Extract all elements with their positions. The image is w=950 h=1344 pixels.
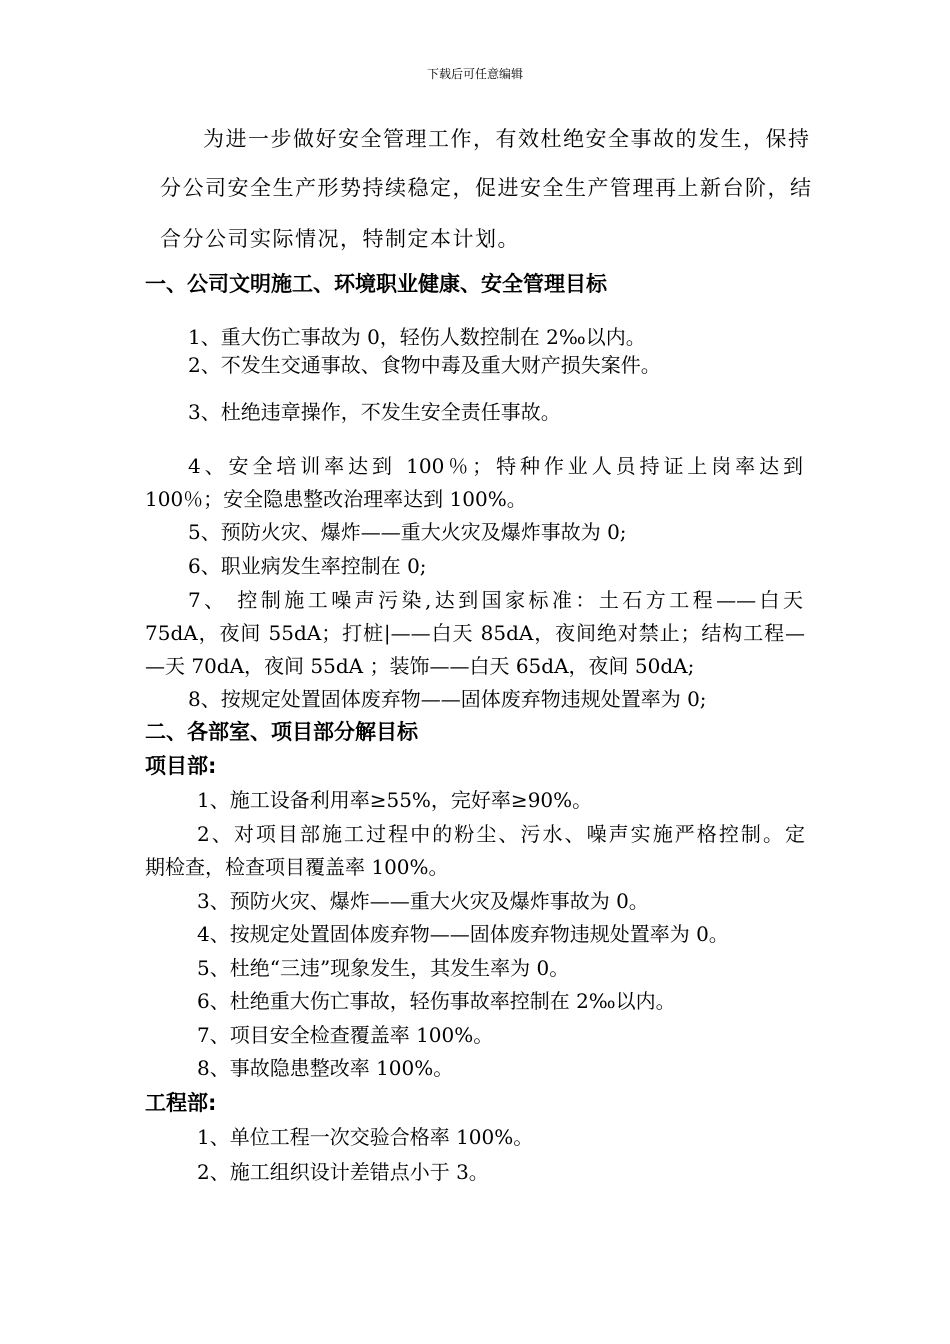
goal-line: 8、按规定处置固体废弃物——固体废弃物违规处置率为 0; <box>188 687 707 711</box>
goal-line: 1、单位工程一次交验合格率 100%。 <box>197 1125 534 1149</box>
goal-line: 100％；安全隐患整改治理率达到 100%。 <box>145 487 527 511</box>
goal-line: 8、事故隐患整改率 100%。 <box>197 1056 454 1080</box>
goal-line: 3、杜绝违章操作，不发生安全责任事故。 <box>188 400 561 424</box>
goal-line: 4、按规定处置固体废弃物——固体废弃物违规处置率为 0。 <box>197 922 729 946</box>
goal-line: 期检查，检查项目覆盖率 100%。 <box>145 855 449 879</box>
goal-line: 6、杜绝重大伤亡事故，轻伤事故率控制在 2‰以内。 <box>197 989 676 1013</box>
goal-line: 75dA，夜间 55dA；打桩|——白天 85dA，夜间绝对禁止；结构工程— <box>145 621 805 645</box>
page-header: 下载后可任意编辑 <box>426 67 523 81</box>
section-heading: 二、各部室、项目部分解目标 <box>145 720 418 744</box>
intro-line: 分公司安全生产形势持续稳定，促进安全生产管理再上新台阶，结 <box>160 176 813 200</box>
goal-line: 7、 控制施工噪声污染,达到国家标准：土石方工程——白天 <box>188 588 803 612</box>
goal-line: 7、项目安全检查覆盖率 100%。 <box>197 1023 494 1047</box>
goal-line: 1、重大伤亡事故为 0，轻伤人数控制在 2‰以内。 <box>188 325 646 349</box>
goal-line: 6、职业病发生率控制在 0; <box>188 554 427 578</box>
intro-line: 合分公司实际情况，特制定本计划。 <box>160 227 520 251</box>
dept-heading: 工程部: <box>145 1091 217 1115</box>
section-heading: 一、公司文明施工、环境职业健康、安全管理目标 <box>145 272 607 296</box>
goal-line: 5、预防火灾、爆炸——重大火灾及爆炸事故为 0; <box>188 520 627 544</box>
goal-line: —天 70dA，夜间 55dA ；装饰——白天 65dA，夜间 50dA; <box>145 654 695 678</box>
dept-heading: 项目部: <box>145 754 217 778</box>
goal-line: 2、对项目部施工过程中的粉尘、污水、噪声实施严格控制。定 <box>197 822 805 846</box>
goal-line: 4、安全培训率达到 100％；特种作业人员持证上岗率达到 <box>188 454 803 478</box>
goal-line: 5、杜绝“三违”现象发生，其发生率为 0。 <box>197 956 570 980</box>
goal-line: 3、预防火灾、爆炸——重大火灾及爆炸事故为 0。 <box>197 889 649 913</box>
intro-line: 为进一步做好安全管理工作，有效杜绝安全事故的发生，保持 <box>203 127 811 151</box>
goal-line: 2、施工组织设计差错点小于 3。 <box>197 1160 489 1184</box>
goal-line: 2、不发生交通事故、食物中毒及重大财产损失案件。 <box>188 353 661 377</box>
goal-line: 1、施工设备利用率≥55%，完好率≥90%。 <box>197 788 593 812</box>
